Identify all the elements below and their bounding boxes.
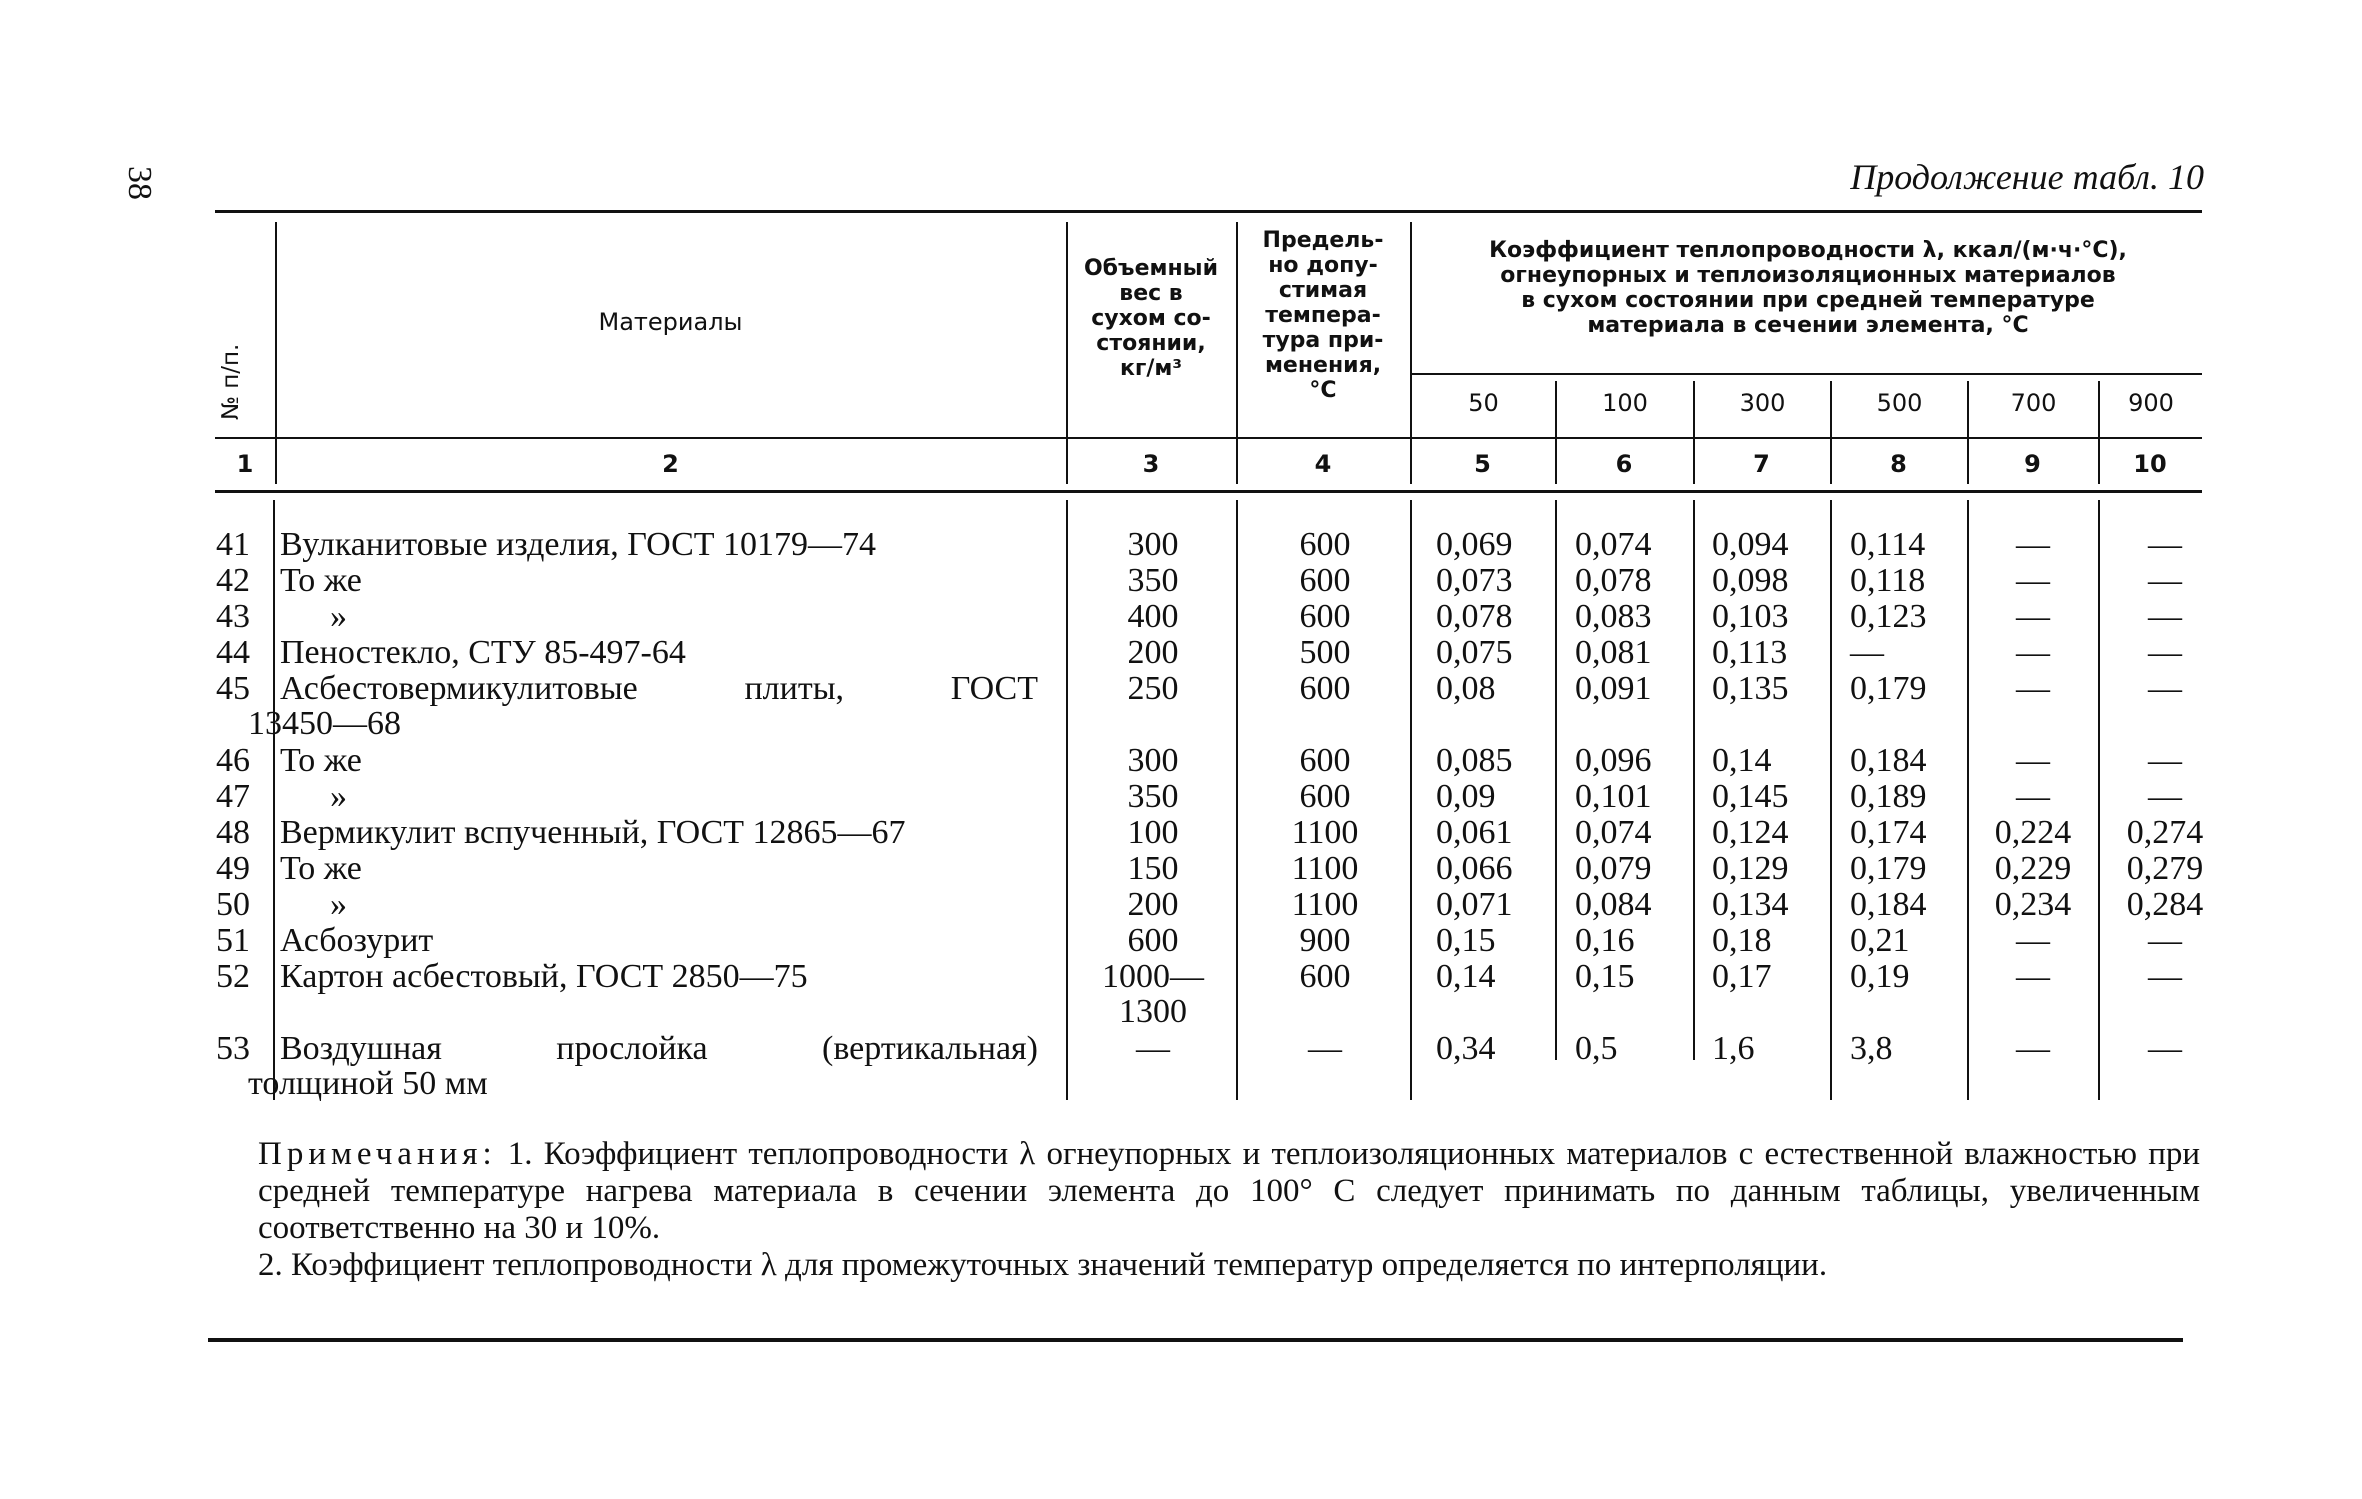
volume-weight-line: 1300 [1119,993,1187,1030]
conductivity-value: 0,279 [2126,850,2204,887]
max-temperature: 900 [1299,922,1351,959]
row-number: 49 [216,850,250,887]
material-line: То же [280,562,362,599]
colnum-5: 5 [1474,450,1491,478]
header-temp-700: 700 [2010,389,2057,417]
material-name [280,635,1048,670]
conductivity-value: 0,103 [1712,598,1789,635]
volume-weight [1068,851,1238,886]
note-1 [258,1136,2200,1247]
material-name [280,887,1048,922]
conductivity-value: 0,071 [1436,886,1513,923]
material-name [280,779,1048,814]
colnum-2: 2 [662,450,679,478]
row-number: 53 [216,1030,250,1067]
temp-subheader-rule [1410,373,2202,375]
number-row-rule [215,490,2202,493]
conductivity-value: 0,21 [1850,922,1910,959]
material-name [248,670,1048,742]
material-name [248,1030,1048,1102]
material-line: толщиной 50 мм [248,1065,488,1102]
conductivity-value: 0,09 [1436,778,1496,815]
volume-weight [1068,815,1238,850]
header-temp-900: 900 [2128,389,2174,417]
conductivity-value: — [2016,598,2050,635]
header-volume-weight: Объемный вес в сухом со- стоянии, кг/м³ [1083,256,1218,381]
conductivity-value: 0,15 [1575,958,1635,995]
conductivity-value: 0,079 [1575,850,1652,887]
row-number: 43 [216,598,250,635]
max-temperature: 1100 [1291,850,1359,887]
volume-weight-line: 250 [1127,670,1179,707]
material-name [280,563,1048,598]
conductivity-value: 0,094 [1712,526,1789,563]
material-line: » [330,778,347,815]
table-top-rule [215,210,2202,213]
conductivity-value: 0,14 [1712,742,1772,779]
material-line: То же [280,742,362,779]
page-bottom-rule [208,1338,2183,1342]
conductivity-value: 0,114 [1850,526,1926,563]
header-bottom-rule [215,437,2202,439]
conductivity-value: 0,074 [1575,814,1652,851]
header-max-temperature: Предель- но допу- стимая темпера- тура при- менения, °С [1262,228,1384,403]
conductivity-value: 0,15 [1436,922,1496,959]
max-temperature: 1100 [1291,886,1359,923]
volume-weight [1068,887,1238,922]
conductivity-value: — [2016,1030,2050,1067]
conductivity-value: 0,174 [1850,814,1927,851]
conductivity-value: — [1850,634,1884,671]
continuation-title: Продолжение табл. 10 [1850,157,2204,197]
conductivity-value: — [2148,562,2182,599]
conductivity-value: 0,096 [1575,742,1652,779]
conductivity-value: 0,189 [1850,778,1927,815]
header-vline-4 [1410,222,1412,484]
conductivity-value: 0,129 [1712,850,1789,887]
conductivity-value: 0,135 [1712,670,1789,707]
material-line: Воздушная прослойка (вертикальная) [280,1030,1038,1067]
conductivity-value: — [2148,634,2182,671]
row-number: 50 [216,886,250,923]
max-temperature: 500 [1299,634,1351,671]
conductivity-value: 0,224 [1994,814,2072,851]
colnum-9: 9 [2024,450,2041,478]
conductivity-value: 0,098 [1712,562,1789,599]
material-name [280,851,1048,886]
row-number: 44 [216,634,250,671]
volume-weight [1068,527,1238,562]
volume-weight-line: 300 [1127,526,1179,563]
material-name [280,599,1048,634]
material-line: Асбестовермикулитовые плиты, ГОСТ [280,670,1038,707]
material-line: Вулканитовые изделия, ГОСТ 10179—74 [280,526,877,563]
header-conductivity: Коэффициент теплопроводности λ, ккал/(м·ч·°С), огнеупорных и теплоизоляционных материалов в сухом состоянии при средней температуре материала в сечении элемента, °С [1489,238,2127,338]
header-vline-1 [275,222,277,484]
max-temperature: 600 [1299,670,1351,707]
conductivity-value: 0,184 [1850,886,1927,923]
conductivity-value: 0,073 [1436,562,1513,599]
row-number: 51 [216,922,250,959]
conductivity-value: 0,179 [1850,850,1927,887]
volume-weight [1068,959,1238,1029]
conductivity-value: 0,081 [1575,634,1652,671]
conductivity-value: 0,5 [1575,1030,1618,1067]
material-name [280,959,1048,994]
conductivity-value: — [2148,742,2182,779]
material-line: » [330,886,347,923]
conductivity-value: — [2148,1030,2182,1067]
volume-weight-line: 600 [1127,922,1179,959]
colnum-3: 3 [1142,450,1160,478]
volume-weight-line: 150 [1127,850,1179,887]
row-number: 46 [216,742,250,779]
conductivity-value: — [2016,670,2050,707]
volume-weight [1068,923,1238,958]
conductivity-value: 0,085 [1436,742,1513,779]
material-name [280,743,1048,778]
max-temperature: — [1308,1030,1342,1067]
max-temperature: 600 [1299,742,1351,779]
conductivity-value: 0,34 [1436,1030,1496,1067]
conductivity-value: — [2016,778,2050,815]
conductivity-value: 0,19 [1850,958,1910,995]
max-temperature: 600 [1299,562,1351,599]
volume-weight [1068,563,1238,598]
row-number: 52 [216,958,250,995]
volume-weight-line: 1000— [1102,958,1204,995]
volume-weight [1068,635,1238,670]
volume-weight [1068,599,1238,634]
conductivity-value: — [2016,634,2050,671]
conductivity-value: 0,118 [1850,562,1926,599]
volume-weight-line: 350 [1127,778,1179,815]
note-2: 2. Коэффициент теплопроводности λ для промежуточных значений температур определяется по интерполяции. [258,1247,1828,1283]
conductivity-value: 0,066 [1436,850,1513,887]
material-line: Асбозурит [280,922,434,959]
conductivity-value: 0,134 [1712,886,1789,923]
conductivity-value: 0,229 [1994,850,2072,887]
conductivity-value: — [2016,742,2050,779]
conductivity-value: — [2148,922,2182,959]
volume-weight-line: — [1136,1030,1170,1067]
header-temp-500: 500 [1876,389,1923,417]
row-number: 47 [216,778,250,815]
conductivity-value: — [2016,922,2050,959]
conductivity-value: 0,274 [2126,814,2204,851]
colnum-8: 8 [1890,450,1907,478]
header-temp-300: 300 [1739,389,1786,417]
volume-weight [1068,1031,1238,1066]
material-line: Картон асбестовый, ГОСТ 2850—75 [280,958,808,995]
material-line: Вермикулит вспученный, ГОСТ 12865—67 [280,814,906,851]
volume-weight-line: 300 [1127,742,1179,779]
material-name [280,527,1048,562]
conductivity-value: 0,078 [1436,598,1513,635]
max-temperature: 600 [1299,958,1351,995]
notes [258,1136,2200,1284]
conductivity-value: 0,083 [1575,598,1652,635]
conductivity-value: — [2148,598,2182,635]
notes-label: Примечания: [258,1136,497,1172]
row-number: 45 [216,670,250,707]
conductivity-value: 0,145 [1712,778,1789,815]
conductivity-value: 0,184 [1850,742,1927,779]
conductivity-value: 0,075 [1436,634,1513,671]
conductivity-value: — [2016,958,2050,995]
conductivity-value: 0,123 [1850,598,1927,635]
volume-weight-line: 200 [1127,634,1179,671]
conductivity-value: 0,17 [1712,958,1772,995]
colnum-10: 10 [2133,450,2167,478]
conductivity-value: 0,14 [1436,958,1496,995]
conductivity-value: 0,234 [1994,886,2072,923]
page-number: 38 [121,166,158,200]
material-name [280,815,1048,850]
conductivity-value: 1,6 [1712,1030,1755,1067]
max-temperature: 600 [1299,778,1351,815]
row-number: 42 [216,562,250,599]
conductivity-value: — [2148,670,2182,707]
max-temperature: 600 [1299,598,1351,635]
material-line: То же [280,850,362,887]
conductivity-value: 0,16 [1575,922,1635,959]
conductivity-value: — [2016,526,2050,563]
max-temperature: 600 [1299,526,1351,563]
conductivity-value: 0,078 [1575,562,1652,599]
conductivity-value: 0,113 [1712,634,1788,671]
volume-weight [1068,671,1238,706]
conductivity-value: 0,061 [1436,814,1513,851]
conductivity-value: — [2016,562,2050,599]
volume-weight [1068,743,1238,778]
conductivity-value: 0,074 [1575,526,1652,563]
conductivity-value: — [2148,958,2182,995]
note-1-text: 1. Коэффициент теплопроводности λ огнеупорных и теплоизоляционных материалов с естественной влажностью при средней температуре нагрева материала в сечении элемента до 100° С следует принимать по данным таблицы, увеличенным соответственно на 30 и 10%. [258,1136,2201,1246]
row-number: 41 [216,526,250,563]
header-temp-50: 50 [1468,389,1499,417]
material-line: 13450—68 [248,705,401,742]
material-name [280,923,1048,958]
conductivity-value: 0,284 [2126,886,2204,923]
body-vline-1 [273,500,275,1100]
conductivity-value: 0,124 [1712,814,1789,851]
colnum-1: 1 [236,450,254,478]
material-line: » [330,598,347,635]
row-number: 48 [216,814,250,851]
conductivity-value: 0,069 [1436,526,1513,563]
header-row-number: № п/п. [218,343,244,420]
header-materials: Материалы [598,308,743,336]
max-temperature: 1100 [1291,814,1359,851]
header-temp-100: 100 [1602,389,1648,417]
conductivity-value: 3,8 [1850,1030,1893,1067]
colnum-6: 6 [1615,450,1633,478]
volume-weight [1068,779,1238,814]
conductivity-value: 0,101 [1575,778,1652,815]
conductivity-value: 0,18 [1712,922,1772,959]
conductivity-value: 0,179 [1850,670,1927,707]
conductivity-value: — [2148,778,2182,815]
material-line: Пеностекло, СТУ 85-497-64 [280,634,686,671]
conductivity-value: 0,08 [1436,670,1496,707]
colnum-4: 4 [1314,450,1332,478]
volume-weight-line: 100 [1127,814,1179,851]
conductivity-value: 0,084 [1575,886,1652,923]
colnum-7: 7 [1753,450,1770,478]
volume-weight-line: 200 [1127,886,1179,923]
volume-weight-line: 350 [1127,562,1179,599]
body-vline-4 [1410,500,1412,1100]
conductivity-value: — [2148,526,2182,563]
volume-weight-line: 400 [1127,598,1179,635]
conductivity-value: 0,091 [1575,670,1652,707]
